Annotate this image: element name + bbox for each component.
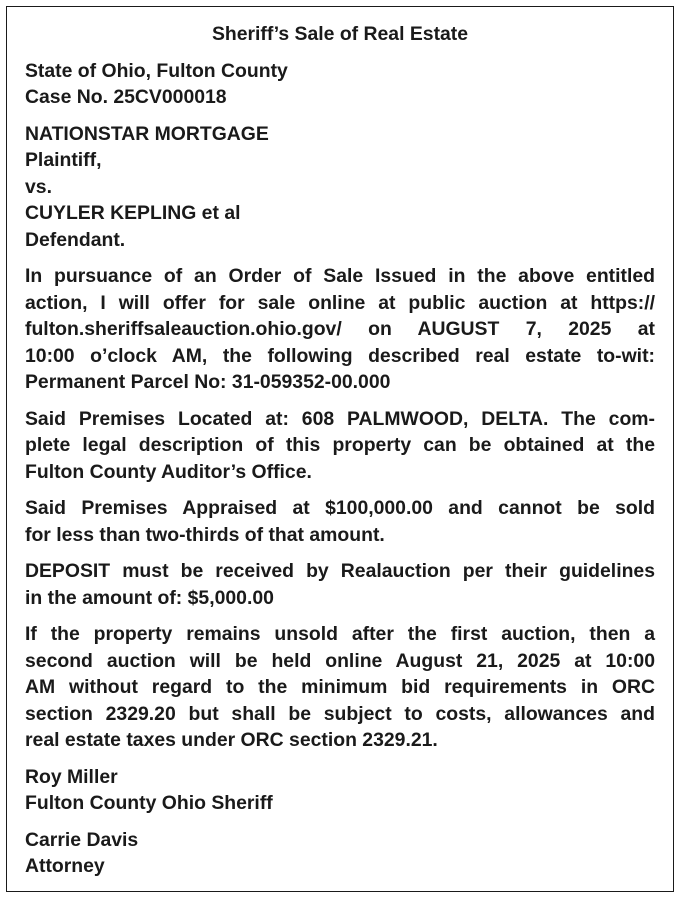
- deposit-line: in the amount of: $5,000.00: [25, 586, 274, 609]
- jurisdiction: State of Ohio, Fulton County: [25, 59, 288, 82]
- sheriff-title: Fulton County Ohio Sheriff: [25, 792, 273, 814]
- case-number: Case No. 25CV000018: [25, 86, 227, 108]
- case-info: [25, 58, 655, 111]
- location-paragraph: [25, 406, 655, 486]
- second-auction-paragraph: [25, 621, 655, 754]
- location-line: Said Premises Located at: 608 PALMWOOD, DELTA. The com-: [25, 407, 655, 430]
- order-line: In pursuance of an Order of Sale Issued in the above entitled: [25, 265, 655, 287]
- attorney-name: Carrie Davis: [25, 828, 139, 851]
- appraisal-paragraph: [25, 495, 655, 548]
- sheriff-signature: [25, 764, 655, 817]
- order-line: 10:00 o’clock AM, the following described real estate to-wit:: [25, 344, 655, 367]
- versus: vs.: [25, 175, 52, 198]
- order-line: fulton.sheriffsaleauction.ohio.gov/ on AUGUST 7, 2025 at: [25, 318, 655, 340]
- order-of-sale-paragraph: [25, 263, 655, 396]
- deposit-line: DEPOSIT must be received by Realauction per their guidelines: [25, 560, 655, 582]
- appraisal-line: Said Premises Appraised at $100,000.00 and cannot be sold: [25, 497, 655, 519]
- plaintiff-name: NATIONSTAR MORTGAGE: [25, 122, 269, 145]
- parties: [25, 121, 655, 254]
- second-auction-line: second auction will be held online August 21, 2025 at 10:00: [25, 649, 655, 672]
- second-auction-line: If the property remains unsold after the first auction, then a: [25, 623, 655, 645]
- notice-title: Sheriff’s Sale of Real Estate: [211, 23, 469, 45]
- second-auction-line: real estate taxes under ORC section 2329.21.: [25, 729, 438, 751]
- attorney-signature: [25, 827, 655, 880]
- attorney-title: Attorney: [25, 855, 105, 877]
- second-auction-line: section 2329.20 but shall be subject to costs, allowances and: [25, 702, 655, 725]
- sheriff-name: Roy Miller: [25, 765, 118, 788]
- appraisal-line: for less than two-thirds of that amount.: [25, 523, 385, 546]
- plaintiff-role: Plaintiff,: [25, 149, 102, 171]
- order-line: action, I will offer for sale online at public auction at https://: [25, 291, 655, 314]
- second-auction-line: AM without regard to the minimum bid requirements in ORC: [25, 676, 655, 698]
- location-line: plete legal description of this property can be obtained at the: [25, 434, 655, 456]
- defendant-name: CUYLER KEPLING et al: [25, 202, 241, 224]
- legal-notice: [6, 6, 674, 892]
- deposit-paragraph: [25, 558, 655, 611]
- location-line: Fulton County Auditor’s Office.: [25, 460, 312, 483]
- parcel-number: Permanent Parcel No: 31-059352-00.000: [25, 371, 391, 393]
- defendant-role: Defendant.: [25, 228, 126, 251]
